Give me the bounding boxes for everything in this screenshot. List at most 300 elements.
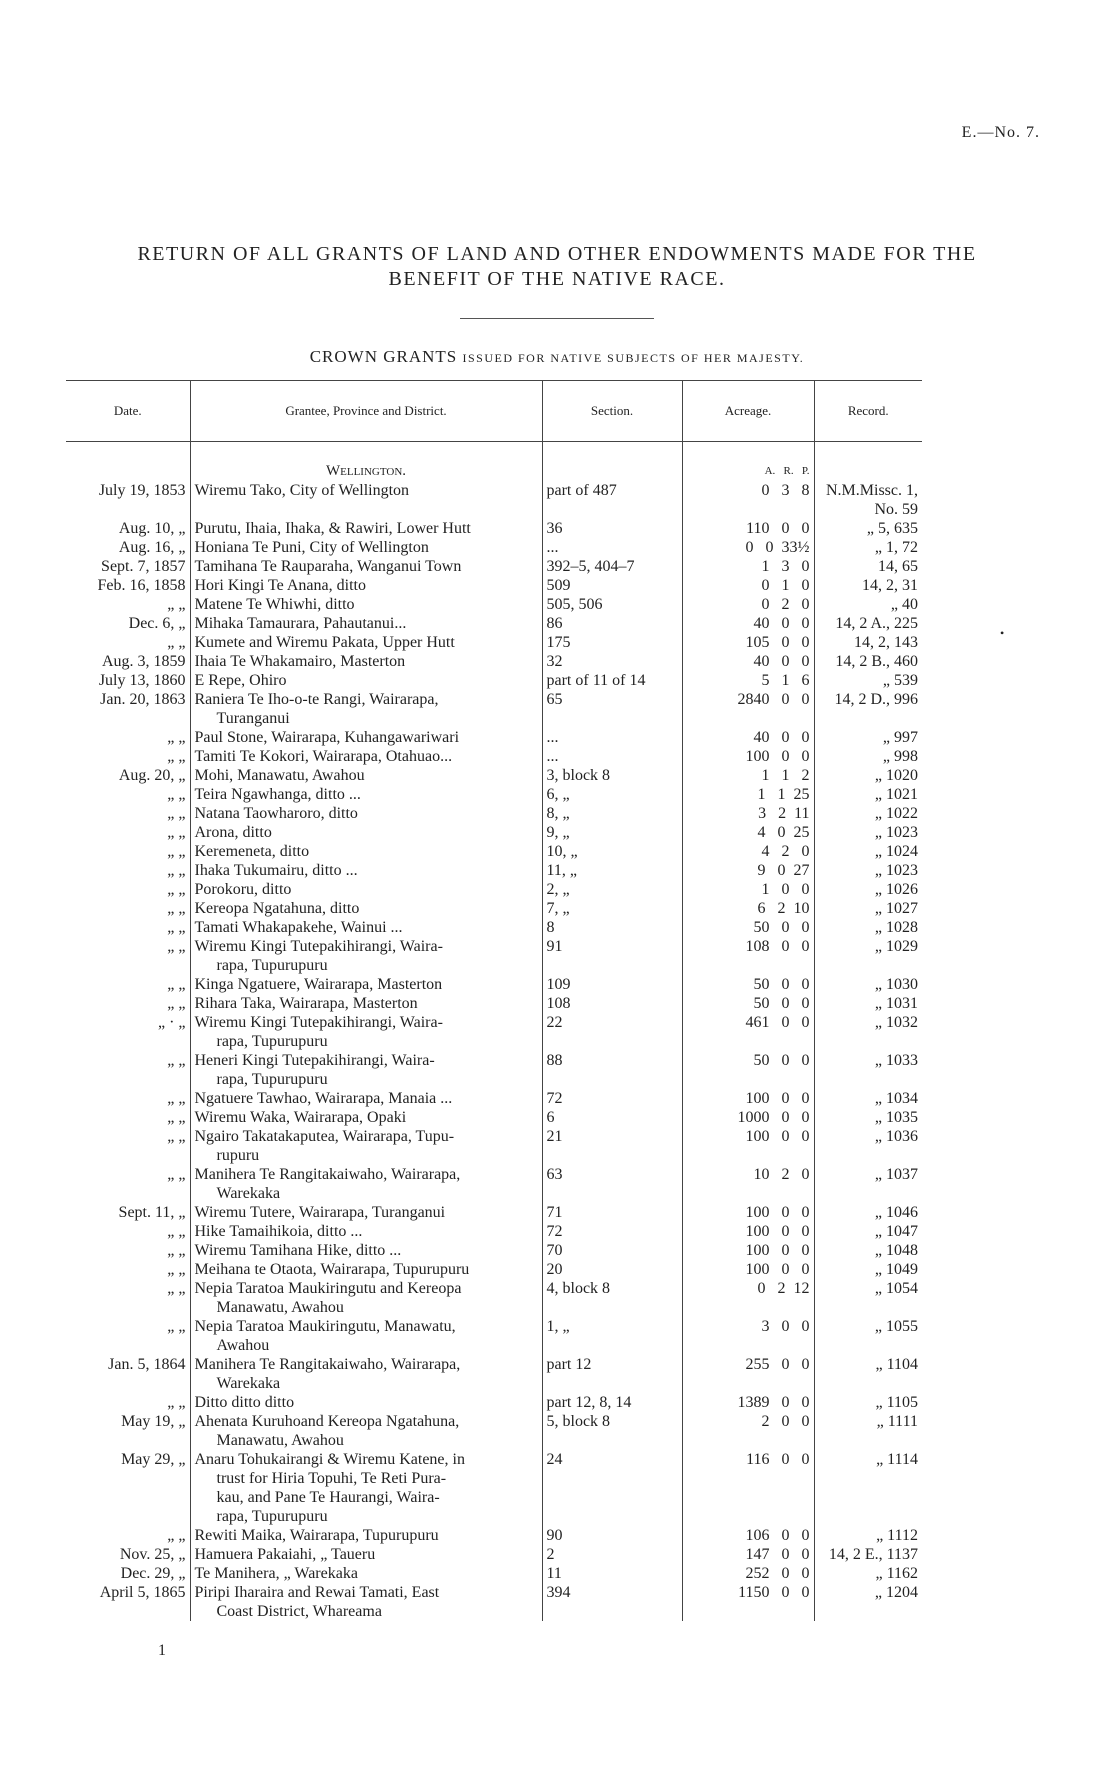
cell-acreage: 252 0 0 [682,1564,814,1583]
cell-grantee [190,1545,542,1564]
table-row [66,1051,922,1089]
grantee-continuation: Warekaka [216,1185,281,1202]
record-text: „ 1031 [874,995,918,1012]
record-text: „ 1048 [874,1242,918,1259]
grantee-text: E Repe, Ohiro [194,672,287,689]
record-text: „ 539 [882,672,918,689]
cell-grantee [190,595,542,614]
cell-grantee [190,994,542,1013]
record-text: 14, 2 E., 1137 [828,1546,918,1563]
table-row [66,823,922,842]
cell-section: 86 [542,614,682,633]
cell-section: 91 [542,937,682,975]
table-row [66,1241,922,1260]
cell-acreage: 3 2 11 [682,804,814,823]
grantee-continuation: trust for Hiria Topuhi, Te Reti Pura- kau, and Pane Te Haurangi, Waira- rapa, Tupurupuru [216,1470,447,1525]
table-row [66,766,922,785]
cell-date: „ „ [167,1166,186,1183]
grantee-text: Arona, ditto [194,824,272,841]
table-row [66,1317,922,1355]
cell-date: „ „ [167,862,186,879]
cell-date: „ „ [167,1242,186,1259]
cell-record [814,766,922,785]
acreage-units: A. R. P. [682,442,814,482]
cell-grantee [190,1412,542,1450]
cell-acreage: 40 0 0 [682,652,814,671]
cell-grantee [190,785,542,804]
cell-date: „ „ [167,1090,186,1107]
cell-record [814,1089,922,1108]
table-row [66,785,922,804]
grantee-text: Kumete and Wiremu Pakata, Upper Hutt [194,634,455,651]
grantee-text: Ditto ditto ditto [194,1394,295,1411]
cell-record [814,804,922,823]
table-row [66,1279,922,1317]
cell-grantee [190,1013,542,1051]
table-row [66,557,922,576]
cell-record [814,785,922,804]
cell-acreage: 100 0 0 [682,1203,814,1222]
cell-record [814,1450,922,1526]
table-row [66,728,922,747]
table-row [66,1545,922,1564]
cell-date: „ „ [167,1052,186,1069]
cell-date: „ „ [167,1261,186,1278]
cell-grantee [190,614,542,633]
record-text: „ 5, 635 [866,520,918,537]
cell-record [814,614,922,633]
grantee-text: Mohi, Manawatu, Awahou [194,767,365,784]
cell-record [814,1127,922,1165]
table-row [66,1412,922,1450]
document-reference: E.—No. 7. [961,124,1040,141]
cell-section: 9, „ [542,823,682,842]
grantee-text: Manihera Te Rangitakaiwaho, Wairarapa, [194,1166,461,1183]
cell-acreage: 110 0 0 [682,519,814,538]
grantee-text: Hamuera Pakaiahi, „ Taueru [194,1546,376,1563]
cell-acreage: 147 0 0 [682,1545,814,1564]
table-header-row [66,381,922,442]
record-text: „ 1029 [874,938,918,955]
cell-section: 2, „ [542,880,682,899]
cell-section: 72 [542,1222,682,1241]
record-text: 14, 2 A., 225 [835,615,918,632]
table-row [66,614,922,633]
cell-date: „ · „ [157,1014,186,1031]
grantee-text: Wiremu Kingi Tutepakihirangi, Waira- [194,1014,443,1031]
grantee-text: Tamati Whakapakehe, Wainui ... [194,919,403,936]
cell-record [814,690,922,728]
grantee-text: Heneri Kingi Tutepakihirangi, Waira- [194,1052,435,1069]
cell-record [814,481,922,519]
cell-record [814,861,922,880]
cell-date: „ „ [167,1109,186,1126]
cell-record [814,538,922,557]
cell-acreage: 0 1 0 [682,576,814,595]
cell-date: „ „ [167,596,186,613]
cell-grantee [190,728,542,747]
table-row [66,1526,922,1545]
table-row [66,1393,922,1412]
cell-grantee [190,766,542,785]
grantee-text: Matene Te Whiwhi, ditto [194,596,355,613]
cell-acreage: 1150 0 0 [682,1583,814,1621]
cell-record [814,1412,922,1450]
table-row [66,1355,922,1393]
cell-record [814,1241,922,1260]
table-row [66,1089,922,1108]
grantee-text: Nepia Taratoa Maukiringutu and Kereopa [194,1280,462,1297]
cell-section: 394 [542,1583,682,1621]
cell-acreage: 1 0 0 [682,880,814,899]
col-header-acreage: Acreage. [682,381,814,442]
cell-date: Sept. 7, 1857 [101,558,186,575]
cell-section: 21 [542,1127,682,1165]
grantee-continuation: Coast District, Whareama [216,1603,382,1620]
cell-acreage: 116 0 0 [682,1450,814,1526]
table-row [66,1222,922,1241]
table-row [66,576,922,595]
cell-date: April 5, 1865 [99,1584,186,1601]
record-text: N.M.Missc. 1, [825,482,918,499]
table-row [66,519,922,538]
record-text-continuation: No. 59 [874,501,918,518]
table-subtitle [0,347,1114,367]
cell-section: 63 [542,1165,682,1203]
grantee-text: Ihaia Te Whakamairo, Masterton [194,653,406,670]
cell-record [814,1203,922,1222]
cell-section: 6 [542,1108,682,1127]
record-text: „ 1024 [874,843,918,860]
record-text: „ 1026 [874,881,918,898]
cell-acreage: 0 2 0 [682,595,814,614]
cell-section: 8, „ [542,804,682,823]
cell-acreage: 50 0 0 [682,918,814,937]
cell-record [814,671,922,690]
cell-grantee [190,918,542,937]
table-row [66,1583,922,1621]
cell-section: 24 [542,1450,682,1526]
grantee-text: Te Manihera, „ Warekaka [194,1565,358,1582]
cell-record [814,823,922,842]
cell-date: May 19, „ [121,1413,186,1430]
cell-date: „ „ [167,1128,186,1145]
cell-section: 7, „ [542,899,682,918]
grantee-text: Kereopa Ngatahuna, ditto [194,900,360,917]
table-row [66,918,922,937]
cell-acreage: 4 2 0 [682,842,814,861]
cell-section: 5, block 8 [542,1412,682,1450]
col-header-section: Section. [542,381,682,442]
cell-record [814,1165,922,1203]
cell-acreage: 461 0 0 [682,1013,814,1051]
cell-section: part of 487 [542,481,682,519]
cell-date: „ „ [167,634,186,651]
cell-section: ... [542,747,682,766]
record-text: „ 1049 [874,1261,918,1278]
cell-acreage: 5 1 6 [682,671,814,690]
cell-record [814,747,922,766]
cell-section: 505, 506 [542,595,682,614]
cell-grantee [190,880,542,899]
cell-acreage: 1389 0 0 [682,1393,814,1412]
table-row [66,633,922,652]
cell-section: 108 [542,994,682,1013]
grantee-continuation: rapa, Tupurupuru [216,957,328,974]
cell-date: Sept. 11, „ [118,1204,186,1221]
cell-acreage: 3 0 0 [682,1317,814,1355]
record-text: „ 1, 72 [874,539,918,556]
cell-section: 175 [542,633,682,652]
cell-date: „ „ [167,824,186,841]
grantee-text: Raniera Te Iho-o-te Rangi, Wairarapa, [194,691,439,708]
table-row [66,1127,922,1165]
cell-date: July 19, 1853 [98,482,186,499]
cell-record [814,1108,922,1127]
grantee-text: Piripi Iharaira and Rewai Tamati, East [194,1584,440,1601]
page-number: 1 [158,1642,166,1659]
grantee-text: Hike Tamaihikoia, ditto ... [194,1223,363,1240]
cell-record [814,1260,922,1279]
grantee-continuation: rapa, Tupurupuru [216,1033,328,1050]
cell-acreage: 10 2 0 [682,1165,814,1203]
cell-record [814,652,922,671]
cell-grantee [190,1355,542,1393]
record-text: „ 1032 [874,1014,918,1031]
cell-grantee [190,804,542,823]
cell-record [814,899,922,918]
record-text: „ 1028 [874,919,918,936]
cell-date: May 29, „ [121,1451,186,1468]
cell-date: „ „ [167,843,186,860]
cell-grantee [190,1450,542,1526]
table-row [66,595,922,614]
grantee-continuation: Manawatu, Awahou [216,1432,344,1449]
record-text: 14, 2 B., 460 [835,653,918,670]
cell-grantee [190,1165,542,1203]
record-text: „ 1036 [874,1128,918,1145]
record-text: 14, 2, 143 [854,634,918,651]
grantee-text: Paul Stone, Wairarapa, Kuhangawariwari [194,729,460,746]
record-text: „ 1022 [874,805,918,822]
cell-record [814,1222,922,1241]
cell-grantee [190,652,542,671]
cell-grantee [190,557,542,576]
cell-acreage: 100 0 0 [682,747,814,766]
grantee-text: Hori Kingi Te Anana, ditto [194,577,366,594]
title-line-1: RETURN OF ALL GRANTS OF LAND AND OTHER ENDOWMENTS MADE FOR THE [137,243,977,265]
record-text: „ 1027 [874,900,918,917]
cell-section: 65 [542,690,682,728]
grantee-continuation: Turanganui [216,710,290,727]
table-row [66,975,922,994]
cell-date: „ „ [167,995,186,1012]
cell-acreage: 100 0 0 [682,1222,814,1241]
cell-grantee [190,671,542,690]
cell-grantee [190,1051,542,1089]
grantee-continuation: Warekaka [216,1375,281,1392]
record-text: „ 1023 [874,824,918,841]
cell-section: part of 11 of 14 [542,671,682,690]
cell-acreage: 50 0 0 [682,994,814,1013]
cell-date: Aug. 16, „ [118,539,186,556]
cell-section: 109 [542,975,682,994]
grantee-text: Teira Ngawhanga, ditto ... [194,786,361,803]
cell-grantee [190,747,542,766]
cell-section: 509 [542,576,682,595]
cell-section: 90 [542,1526,682,1545]
cell-date: Aug. 3, 1859 [101,653,186,670]
record-text: „ 1046 [874,1204,918,1221]
grantee-text: Tamiti Te Kokori, Wairarapa, Otahuao... [194,748,453,765]
cell-date: Feb. 16, 1858 [97,577,186,594]
record-text: „ 1021 [874,786,918,803]
cell-section: 2 [542,1545,682,1564]
cell-section: 1, „ [542,1317,682,1355]
record-text: „ 1033 [874,1052,918,1069]
cell-acreage: 1 1 2 [682,766,814,785]
cell-acreage: 0 3 8 [682,481,814,519]
title-divider [460,318,654,319]
cell-grantee [190,1203,542,1222]
table-row [66,937,922,975]
col-header-date: Date. [66,381,190,442]
cell-section: 4, block 8 [542,1279,682,1317]
table-row [66,671,922,690]
record-text: „ 998 [882,748,918,765]
grantee-text: Rewiti Maika, Wairarapa, Tupurupuru [194,1527,439,1544]
grantee-text: Ngairo Takatakaputea, Wairarapa, Tupu- [194,1128,455,1145]
grants-table [66,380,922,1621]
cell-acreage: 6 2 10 [682,899,814,918]
cell-date: Jan. 20, 1863 [100,691,186,708]
cell-section: 32 [542,652,682,671]
cell-section: 70 [542,1241,682,1260]
cell-grantee [190,576,542,595]
cell-section: ... [542,728,682,747]
cell-acreage: 105 0 0 [682,633,814,652]
table-row [66,899,922,918]
table-row [66,994,922,1013]
cell-record [814,842,922,861]
cell-acreage: 9 0 27 [682,861,814,880]
cell-record [814,576,922,595]
cell-acreage: 0 0 33½ [682,538,814,557]
cell-record [814,1393,922,1412]
record-text: „ 997 [882,729,918,746]
cell-record [814,937,922,975]
cell-section: 3, block 8 [542,766,682,785]
cell-grantee [190,1526,542,1545]
cell-date: Dec. 6, „ [128,615,186,632]
cell-record [814,1051,922,1089]
cell-grantee [190,823,542,842]
cell-grantee [190,1089,542,1108]
cell-date: „ „ [167,881,186,898]
cell-acreage: 40 0 0 [682,728,814,747]
grantee-text: Natana Taowharoro, ditto [194,805,358,822]
cell-date: „ „ [167,1318,186,1335]
grantee-continuation: rapa, Tupurupuru [216,1071,328,1088]
record-text: „ 1204 [874,1584,918,1601]
cell-section: 36 [542,519,682,538]
record-text: „ 1047 [874,1223,918,1240]
cell-record [814,633,922,652]
cell-record [814,1013,922,1051]
cell-acreage: 1000 0 0 [682,1108,814,1127]
record-text: „ 1162 [875,1565,918,1582]
table-row [66,804,922,823]
record-text: „ 1030 [874,976,918,993]
table-row [66,1013,922,1051]
cell-grantee [190,1222,542,1241]
cell-section: 22 [542,1013,682,1051]
cell-grantee [190,538,542,557]
grantee-text: Anaru Tohukairangi & Wiremu Katene, in [194,1451,465,1468]
record-text: „ 1055 [874,1318,918,1335]
cell-grantee [190,1317,542,1355]
cell-record [814,918,922,937]
cell-grantee [190,1564,542,1583]
cell-grantee [190,519,542,538]
cell-acreage: 1 1 25 [682,785,814,804]
cell-record [814,1564,922,1583]
cell-acreage: 0 2 12 [682,1279,814,1317]
cell-acreage: 100 0 0 [682,1127,814,1165]
cell-acreage: 108 0 0 [682,937,814,975]
table-row [66,880,922,899]
table-row [66,842,922,861]
cell-grantee [190,1583,542,1621]
grantee-text: Manihera Te Rangitakaiwaho, Wairarapa, [194,1356,461,1373]
record-text: 14, 65 [878,558,918,575]
grantee-text: Wiremu Tutere, Wairarapa, Turanganui [194,1204,446,1221]
cell-date: „ „ [167,1223,186,1240]
grantee-text: Meihana te Otaota, Wairarapa, Tupurupuru [194,1261,470,1278]
cell-date: „ „ [167,976,186,993]
cell-date: „ „ [167,786,186,803]
cell-grantee [190,1241,542,1260]
cell-section: 11, „ [542,861,682,880]
cell-grantee [190,842,542,861]
record-text: 14, 2, 31 [862,577,918,594]
document-title [0,242,1114,292]
record-text: „ 1112 [876,1527,918,1544]
col-header-grantee: Grantee, Province and District. [190,381,542,442]
table-row [66,652,922,671]
cell-record [814,1526,922,1545]
grantee-text: Wiremu Waka, Wairarapa, Opaki [194,1109,407,1126]
grantee-text: Keremeneta, ditto [194,843,310,860]
cell-grantee [190,975,542,994]
cell-section: 11 [542,1564,682,1583]
cell-date: Dec. 29, „ [120,1565,186,1582]
cell-grantee [190,899,542,918]
grantee-text: Nepia Taratoa Maukiringutu, Manawatu, [194,1318,456,1335]
grantee-text: Ihaka Tukumairu, ditto ... [194,862,358,879]
cell-record [814,1317,922,1355]
cell-section: part 12, 8, 14 [542,1393,682,1412]
cell-record [814,1355,922,1393]
cell-acreage: 255 0 0 [682,1355,814,1393]
record-text: „ 1111 [876,1413,918,1430]
record-text: „ 1023 [874,862,918,879]
table-row [66,861,922,880]
grantee-text: Ahenata Kuruhoand Kereopa Ngatahuna, [194,1413,460,1430]
grantee-continuation: Awahou [216,1337,270,1354]
cell-date: „ „ [167,1394,186,1411]
cell-record [814,728,922,747]
